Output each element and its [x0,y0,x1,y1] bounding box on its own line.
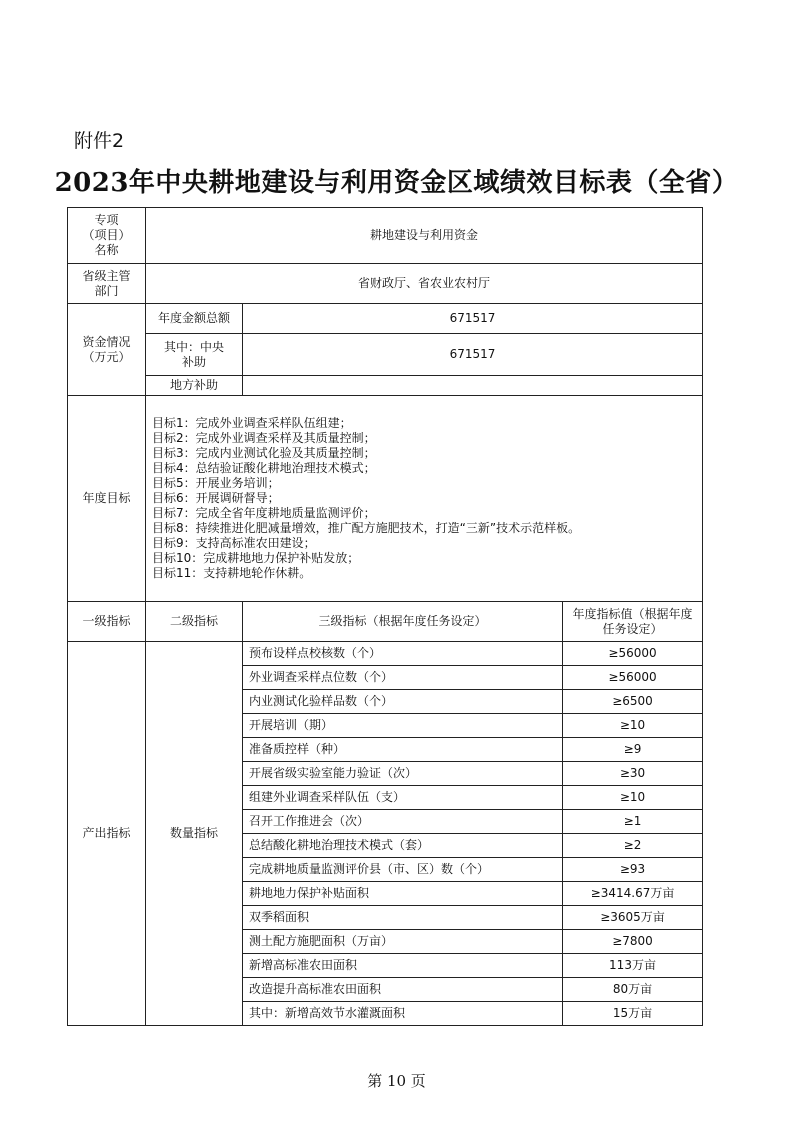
goal-item: 目标5：开展业务培训； [152,476,280,490]
funds-local-row [68,376,703,396]
funds-central-value: 671517 [243,334,703,376]
performance-target-table [67,207,703,1026]
indicator-name: 内业测试化验样品数（个） [243,690,563,714]
indicator-name: 新增高标准农田面积 [243,954,563,978]
funds-total-value: 671517 [243,304,703,334]
document-title: 2023年中央耕地建设与利用资金区域绩效目标表（全省） [54,168,739,198]
goal-item: 目标2：完成外业调查采样及其质量控制； [152,431,376,445]
table-row [68,642,703,666]
funds-total-row [68,304,703,334]
indicator-name: 组建外业调查采样队伍（支） [243,786,563,810]
page-footer: 第 10 页 [367,1072,426,1090]
department-row [68,264,703,304]
indicator-name: 准备质控样（种） [243,738,563,762]
goal-item: 目标3：完成内业测试化验及其质量控制； [152,446,376,460]
funds-central-label: 其中：中央 补助 [146,334,243,376]
header-value: 年度指标值（根据年度任务设定） [563,602,703,642]
indicator-name: 双季稻面积 [243,906,563,930]
header-level1: 一级指标 [68,602,146,642]
indicator-value: 113万亩 [563,954,703,978]
indicator-header-row [68,602,703,642]
funds-local-value [243,376,703,396]
indicator-value: ≥3414.67万亩 [563,882,703,906]
indicator-value: ≥10 [563,786,703,810]
funds-local-label: 地方补助 [146,376,243,396]
project-name-value: 耕地建设与利用资金 [146,208,703,264]
indicator-name: 开展省级实验室能力验证（次） [243,762,563,786]
indicator-value: ≥1 [563,810,703,834]
goal-item: 目标9：支持高标准农田建设； [152,536,316,550]
indicator-name: 预布设样点校核数（个） [243,642,563,666]
goal-item: 目标10：完成耕地地力保护补贴发放； [152,551,360,565]
indicator-name: 完成耕地质量监测评价县（市、区）数（个） [243,858,563,882]
indicator-value: ≥10 [563,714,703,738]
indicator-value: ≥9 [563,738,703,762]
annual-goals-row [68,396,703,602]
indicator-name: 总结酸化耕地治理技术模式（套） [243,834,563,858]
goal-item: 目标6：开展调研督导； [152,491,280,505]
indicator-value: ≥56000 [563,666,703,690]
attachment-label: 附件2 [74,130,125,152]
annual-goals-label: 年度目标 [68,396,146,602]
indicator-name: 外业调查采样点位数（个） [243,666,563,690]
goal-item: 目标8：持续推进化肥减量增效，推广配方施肥技术，打造“三新”技术示范样板。 [152,521,581,535]
indicator-value: 15万亩 [563,1002,703,1026]
goal-item: 目标7：完成全省年度耕地质量监测评价； [152,506,376,520]
goal-item: 目标1：完成外业调查采样队伍组建； [152,416,352,430]
indicator-name: 耕地地力保护补贴面积 [243,882,563,906]
funds-total-label: 年度金额总额 [146,304,243,334]
funds-central-row [68,334,703,376]
department-label: 省级主管 部门 [68,264,146,304]
department-value: 省财政厅、省农业农村厅 [146,264,703,304]
level2-quantity: 数量指标 [146,642,243,1026]
indicator-name: 改造提升高标准农田面积 [243,978,563,1002]
indicator-name: 其中：新增高效节水灌溉面积 [243,1002,563,1026]
indicator-name: 开展培训（期） [243,714,563,738]
indicator-value: ≥2 [563,834,703,858]
project-name-label: 专项 （项目） 名称 [68,208,146,264]
indicator-name: 召开工作推进会（次） [243,810,563,834]
goal-item: 目标4：总结验证酸化耕地治理技术模式； [152,461,376,475]
indicator-value: ≥7800 [563,930,703,954]
indicator-value: ≥30 [563,762,703,786]
header-level3: 三级指标（根据年度任务设定） [243,602,563,642]
indicator-value: ≥93 [563,858,703,882]
indicator-value: ≥56000 [563,642,703,666]
level1-output: 产出指标 [68,642,146,1026]
funds-label: 资金情况 （万元） [68,304,146,396]
header-level2: 二级指标 [146,602,243,642]
indicator-value: ≥6500 [563,690,703,714]
goal-item: 目标11：支持耕地轮作休耕。 [152,566,312,580]
project-name-row [68,208,703,264]
indicator-value: 80万亩 [563,978,703,1002]
annual-goals-list [146,396,703,602]
indicator-value: ≥3605万亩 [563,906,703,930]
indicator-name: 测土配方施肥面积（万亩） [243,930,563,954]
